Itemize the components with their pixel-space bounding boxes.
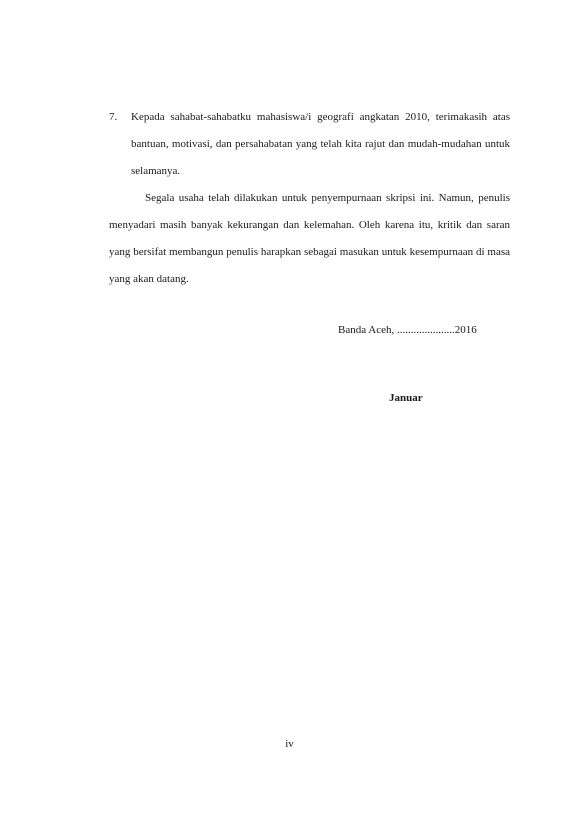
closing-paragraph: Segala usaha telah dilakukan untuk penyempurnaan skripsi ini. Namun, penulis menyadari masih banyak kekurangan dan kelemahan. Oleh karena itu, kritik dan saran yang bersifat membangun penulis harapkan sebagai masukan untuk kesempurnaan di masa yang akan datang.	[109, 192, 510, 285]
list-item-number: 7.	[109, 111, 118, 123]
signature-place-date: Banda Aceh, .....................2016	[338, 324, 477, 336]
list-item-7	[109, 104, 510, 185]
list-item-text: Kepada sahabat-sahabatku mahasiswa/i geografi angkatan 2010, terimakasih atas bantuan, motivasi, dan persahabatan yang telah kita rajut dan mudah-mudahan untuk selamanya.	[131, 111, 510, 177]
signature-name: Januar	[389, 392, 423, 404]
page-number: iv	[285, 738, 294, 750]
